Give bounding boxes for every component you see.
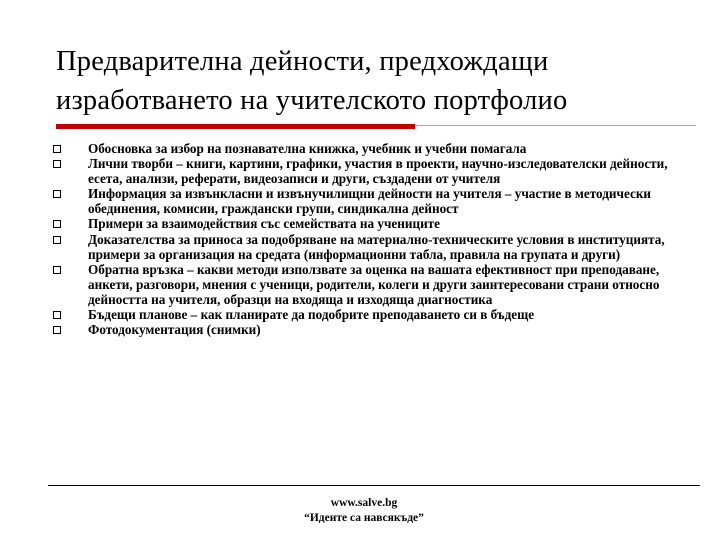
list-item: [48, 186, 698, 216]
bullet-text: Информация за извънкласни и извънучилищни дейности на учителя – участие в методически обединения, комисии, граждански групи, синдикална дейност: [88, 186, 652, 217]
bullet-text: Примери за взаимодействия със семействата на учениците: [88, 216, 441, 232]
title-line-2: изработването на учителското портфолио: [56, 85, 568, 116]
bullet-text: Фотодокументация (снимки): [88, 322, 261, 338]
bullet-list: [48, 141, 698, 337]
slide-title: [56, 42, 696, 120]
title-underline-accent: [56, 124, 415, 129]
square-bullet-icon: [53, 145, 61, 153]
list-item: [48, 322, 698, 337]
square-bullet-icon: [53, 311, 61, 319]
square-bullet-icon: [53, 190, 61, 198]
bullet-text: Обратна връзка – какви методи използвате за оценка на вашата ефективност при преподаване, анкети, разговори, мнения с ученици, родители, колеги и други заинтересовани страни относно дейността на учителя, образци на входяща и изходяща диагностика: [88, 261, 660, 307]
footer-url: www.salve.bg: [330, 497, 398, 509]
list-item: [48, 232, 698, 262]
bullet-text: Бъдещи планове – как планирате да подобрите преподаването си в бъдеще: [88, 307, 535, 323]
bullet-text: Обосновка за избор на познавателна книжка, учебник и учебни помагала: [88, 141, 527, 156]
square-bullet-icon: [53, 236, 61, 244]
square-bullet-icon: [53, 160, 61, 168]
list-item: [48, 141, 698, 156]
square-bullet-icon: [53, 220, 61, 228]
list-item: [48, 262, 698, 307]
title-line-1: Предварителна дейности, предхождащи: [56, 46, 549, 77]
list-item: [48, 216, 698, 231]
square-bullet-icon: [53, 266, 61, 274]
footer-divider: [48, 485, 700, 486]
bullet-text: Лични творби – книги, картини, графики, участия в проекти, научно-изследователски дейности, есета, анализи, реферати, видеозаписи и други, създадени от учителя: [88, 156, 668, 187]
footer: [0, 496, 720, 526]
list-item: [48, 156, 698, 186]
square-bullet-icon: [53, 326, 61, 334]
bullet-text: Доказателства за приноса за подобряване на материално-техническите условия в институцията, примери за организация на средата (информационни табла, правила на групата и други): [88, 231, 665, 262]
footer-slogan: “Идеите са навсякъде”: [304, 512, 424, 524]
list-item: [48, 307, 698, 322]
